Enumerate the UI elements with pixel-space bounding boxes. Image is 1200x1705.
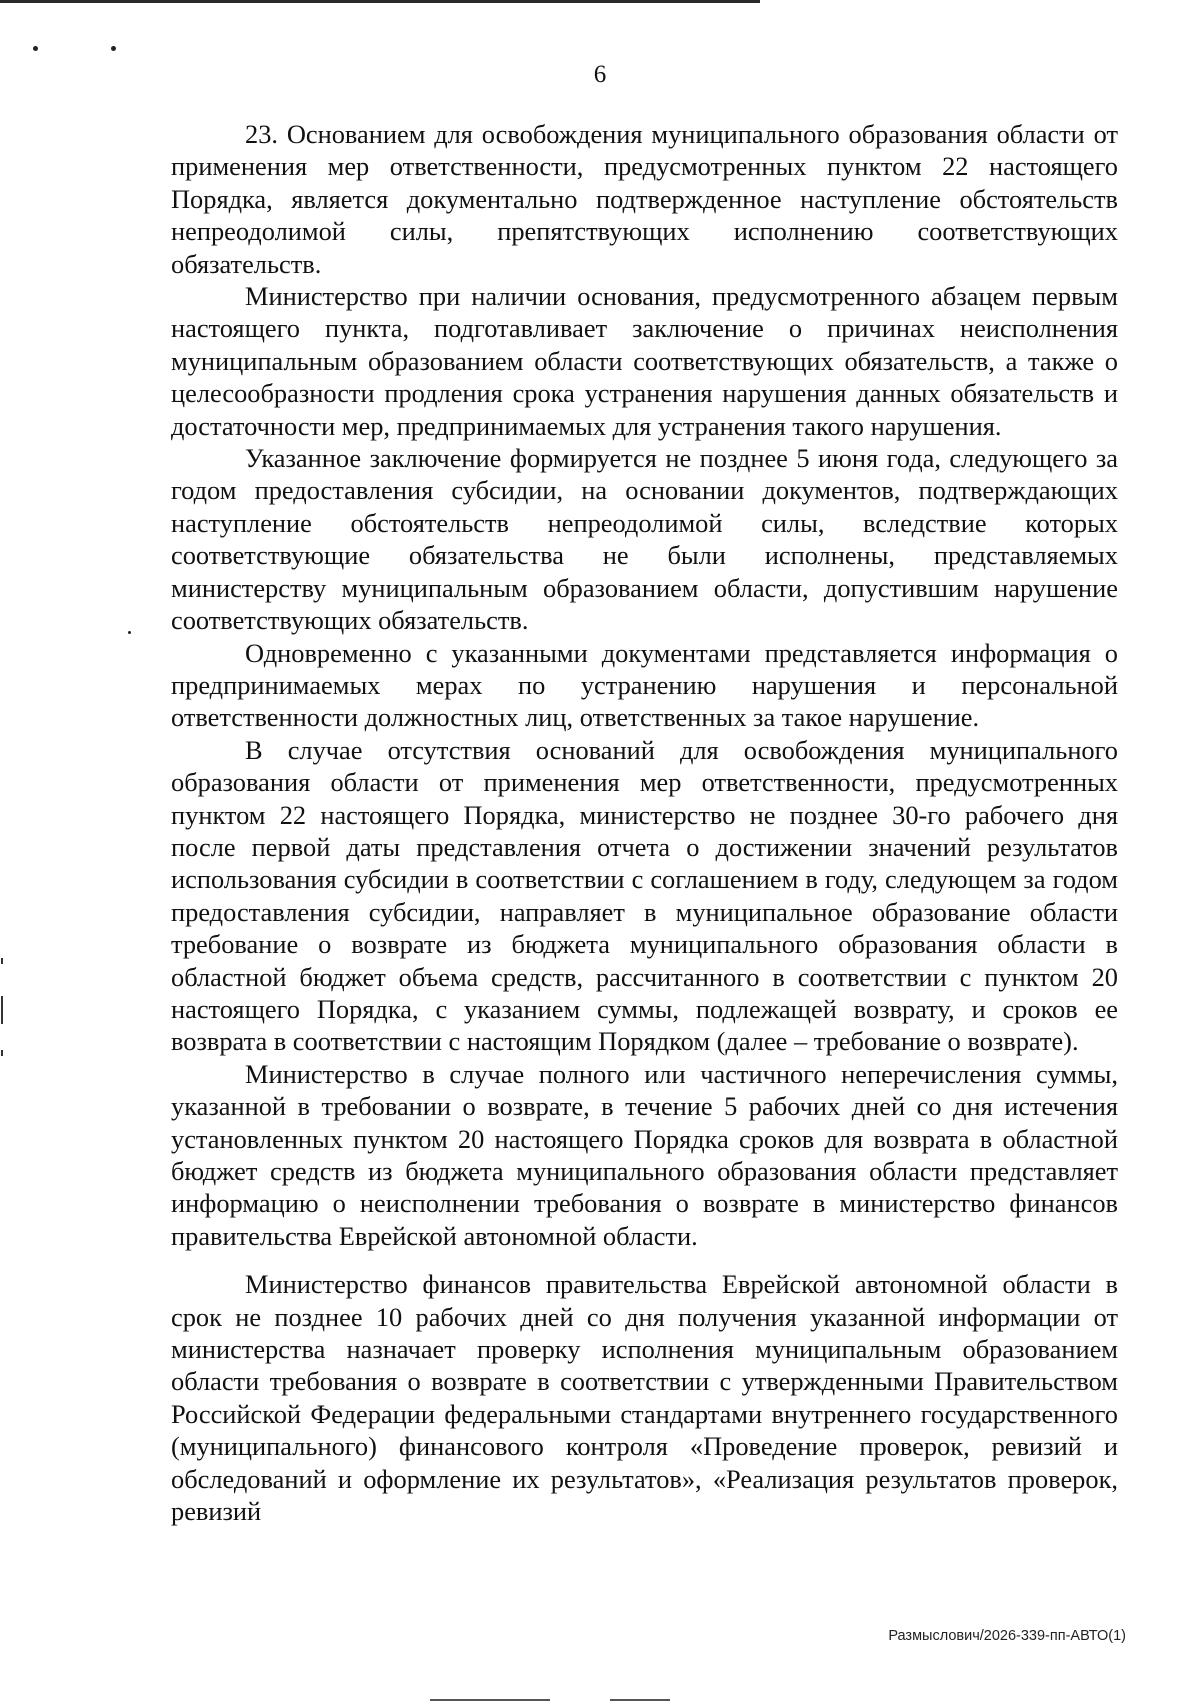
paragraph-conclusion-deadline: Указанное заключение формируется не позднее 5 июня года, следующего за годом предоставления субсидии, на основании документов, подтверждающих наступление обстоятельств непреодолимой силы, вследствие которых соответствующие обязательства не были исполнены, представляемых министерству муниципальным образованием области, допустившим нарушение соответствующих обязательств. <box>171 443 1118 636</box>
paragraph-refund-demand: В случае отсутствия оснований для освобождения муниципального образования области от применения мер ответственности, предусмотренных пунктом 22 настоящего Порядка, министерство не позднее 30-го рабочего дня после первой даты представления отчета о достижении значений результатов использования субсидии в соответствии с соглашением в году, следующем за годом предоставления субсидии, направляет в муниципальное образование области требование о возврате из бюджета муниципального образования области в областной бюджет объема средств, рассчитанного в соответствии с пунктом 20 настоящего Порядка, с указанием суммы, подлежащей возврату, и сроков ее возврата в соответствии с настоящим Порядком (далее – требование о возврате). <box>171 734 1118 1057</box>
scan-edge-mark <box>1 958 3 964</box>
paragraph-measures-info: Одновременно с указанными документами представляется информация о предпринимаемых мерах по устранению нарушения и персональной ответственности должностных лиц, ответственных за такое нарушение. <box>171 637 1118 733</box>
paragraph-finance-ministry-audit: Министерство финансов правительства Еврейской автономной области в срок не позднее 10 рабочих дней со дня получения указанной информации от министерства назначает проверку исполнения муниципальным образованием области требования о возврате в соответствии с утвержденными Правительством Российской Федерации федеральными стандартами внутреннего государственного (муниципального) финансового контроля «Проведение проверок, ревизий и обследований и оформление их результатов», «Реализация результатов проверок, ревизий <box>171 1269 1118 1527</box>
scan-speck <box>128 631 131 634</box>
page-number: 6 <box>593 61 607 88</box>
scan-speck <box>111 46 116 51</box>
scan-bottom-edge <box>610 1699 670 1701</box>
paragraph-item-23: 23. Основанием для освобождения муниципального образования области от применения мер ответственности, предусмотренных пунктом 22 настоящего Порядка, является документально подтвержденное наступление обстоятельств непреодолимой силы, препятствующих исполнению соответствующих обязательств. <box>171 119 1118 279</box>
document-registration-code: Размыслович/2026-339-пп-АВТО(1) <box>888 1628 1126 1644</box>
document-body <box>171 118 1118 1527</box>
scan-speck <box>33 46 38 51</box>
paragraph-non-transfer-report: Министерство в случае полного или частичного неперечисления суммы, указанной в требовании о возврате, в течение 5 рабочих дней со дня истечения установленных пунктом 20 настоящего Порядка сроков для возврата в областной бюджет средств из бюджета муниципального образования области представляет информацию о неисполнении требования о возврате в министерство финансов правительства Еврейской автономной области. <box>171 1058 1118 1251</box>
scan-top-edge <box>0 0 760 3</box>
scan-bottom-edge <box>430 1699 550 1701</box>
paragraph-ministry-conclusion: Министерство при наличии основания, предусмотренного абзацем первым настоящего пункта, подготавливает заключение о причинах неисполнения муниципальным образованием области соответствующих обязательств, а также о целесообразности продления срока устранения нарушения данных обязательств и достаточности мер, предпринимаемых для устранения такого нарушения. <box>171 281 1118 441</box>
scan-edge-mark <box>1 996 3 1024</box>
scan-edge-mark <box>1 1050 3 1056</box>
